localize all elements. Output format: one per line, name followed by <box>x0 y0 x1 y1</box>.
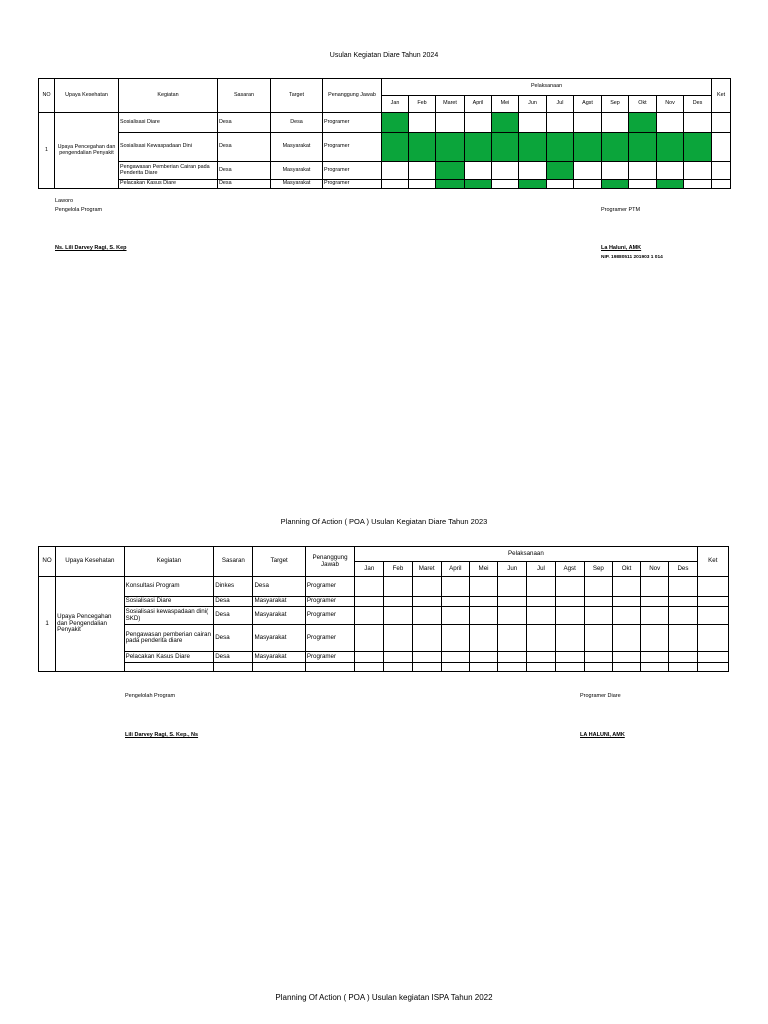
month-cell <box>574 180 602 189</box>
month-cell <box>492 180 519 189</box>
month-cell <box>527 607 555 625</box>
month-cell <box>555 607 584 625</box>
month-header: Feb <box>409 96 436 113</box>
month-cell <box>519 113 547 133</box>
month-cell <box>469 597 497 607</box>
table-row <box>39 625 729 652</box>
month-cell <box>469 607 497 625</box>
month-header: Jul <box>527 562 555 577</box>
doc1-title: Usulan Kegiatan Diare Tahun 2024 <box>329 52 439 59</box>
header-target: Target <box>271 79 323 113</box>
month-cell <box>384 652 412 663</box>
month-cell <box>436 113 465 133</box>
cell-kegiatan: Sosialisasi kewaspadaan dini( SKD) <box>124 607 214 625</box>
month-cell <box>436 162 465 180</box>
header-no: NO <box>39 547 56 577</box>
month-header: Okt <box>612 562 640 577</box>
sign-right-role: Programer Diare <box>580 693 621 699</box>
month-header: Feb <box>384 562 412 577</box>
header-ket: Ket <box>712 79 731 113</box>
month-header: Nov <box>657 96 684 113</box>
cell-sasaran: Desa <box>214 607 253 625</box>
row-group-no: 1 <box>39 577 56 672</box>
month-cell <box>436 180 465 189</box>
cell-target: Masyarakat <box>271 180 323 189</box>
cell-sasaran: Desa <box>218 113 271 133</box>
header-pelaksanaan: Pelaksanaan <box>382 79 712 96</box>
cell-ket <box>712 180 731 189</box>
header-penanggung-jawab: Penanggung Jawab <box>305 547 354 577</box>
month-cell <box>629 162 657 180</box>
month-cell <box>629 113 657 133</box>
month-cell <box>641 652 669 663</box>
month-cell <box>441 577 469 597</box>
row-group-no: 1 <box>39 113 55 189</box>
cell-target: Masyarakat <box>253 597 305 607</box>
month-header: Des <box>669 562 697 577</box>
month-header: Jul <box>547 96 574 113</box>
cell-kegiatan: Sosialisasi Diare <box>124 597 214 607</box>
cell-penanggung-jawab: Programer <box>305 652 354 663</box>
month-cell <box>409 133 436 162</box>
month-cell <box>547 133 574 162</box>
cell-target: Masyarakat <box>253 607 305 625</box>
header-upaya: Upaya Kesehatan <box>56 547 124 577</box>
cell-kegiatan: Pelacakan Kasus Diare <box>119 180 218 189</box>
month-cell <box>657 180 684 189</box>
month-cell <box>527 663 555 672</box>
sign-right-name: LA HALUNI, AMK <box>580 732 625 738</box>
month-cell <box>612 663 640 672</box>
table-row <box>39 597 729 607</box>
month-header: Agst <box>574 96 602 113</box>
month-cell <box>602 113 629 133</box>
table-row <box>39 133 731 162</box>
month-cell <box>519 162 547 180</box>
cell-penanggung-jawab: Programer <box>323 133 382 162</box>
cell-sasaran: Desa <box>214 597 253 607</box>
month-cell <box>527 652 555 663</box>
month-cell <box>384 663 412 672</box>
cell-penanggung-jawab: Programer <box>323 113 382 133</box>
month-cell <box>498 625 527 652</box>
month-cell <box>527 597 555 607</box>
header-kegiatan: Kegiatan <box>119 79 218 113</box>
month-header: Des <box>684 96 712 113</box>
cell-kegiatan: Sosialisasi Kewaspadaan Dini <box>119 133 218 162</box>
cell-ket <box>697 607 728 625</box>
table-row <box>39 180 731 189</box>
cell-sasaran: Desa <box>214 625 253 652</box>
cell-kegiatan: Sosialisasi Diare <box>119 113 218 133</box>
month-cell <box>684 133 712 162</box>
month-cell <box>574 113 602 133</box>
month-cell <box>441 597 469 607</box>
month-cell <box>382 162 409 180</box>
month-cell <box>469 577 497 597</box>
month-cell <box>492 162 519 180</box>
month-cell <box>412 663 441 672</box>
month-cell <box>584 607 612 625</box>
cell-ket <box>697 625 728 652</box>
month-header: Mei <box>469 562 497 577</box>
table-row <box>39 577 729 597</box>
doc2-title: Planning Of Action ( POA ) Usulan Kegiatan Diare Tahun 2023 <box>280 517 488 526</box>
sign-right-name: La Haluni, AMK <box>601 245 642 251</box>
month-cell <box>641 607 669 625</box>
month-cell <box>492 133 519 162</box>
month-cell <box>412 625 441 652</box>
month-cell <box>412 597 441 607</box>
sign-right-role: Programer PTM <box>601 207 641 213</box>
cell-ket <box>697 652 728 663</box>
header-penanggung-jawab: Penanggung Jawab <box>323 79 382 113</box>
month-cell <box>641 663 669 672</box>
table-row <box>39 607 729 625</box>
month-cell <box>669 577 697 597</box>
month-header: Jun <box>498 562 527 577</box>
month-header: Mei <box>492 96 519 113</box>
month-cell <box>629 180 657 189</box>
month-cell <box>669 663 697 672</box>
month-cell <box>527 577 555 597</box>
month-cell <box>436 133 465 162</box>
month-cell <box>465 133 492 162</box>
cell-target: Masyarakat <box>253 625 305 652</box>
month-cell <box>684 162 712 180</box>
month-cell <box>657 113 684 133</box>
header-kegiatan: Kegiatan <box>124 547 214 577</box>
cell-penanggung-jawab: Programer <box>305 577 354 597</box>
month-cell <box>629 133 657 162</box>
cell-target: Masyarakat <box>271 162 323 180</box>
cell-target: Masyarakat <box>253 652 305 663</box>
cell-target: Masyarakat <box>271 133 323 162</box>
month-cell <box>441 607 469 625</box>
header-no: NO <box>39 79 55 113</box>
month-header: Nov <box>641 562 669 577</box>
cell-penanggung-jawab: Programer <box>305 625 354 652</box>
month-cell <box>469 652 497 663</box>
month-cell <box>584 597 612 607</box>
month-cell <box>355 577 384 597</box>
month-header: Maret <box>436 96 465 113</box>
month-header: Maret <box>412 562 441 577</box>
month-cell <box>355 625 384 652</box>
sign-right-nip: NIP. 19880511 201903 1 014 <box>601 255 663 260</box>
month-cell <box>355 663 384 672</box>
month-cell <box>498 597 527 607</box>
month-cell <box>469 625 497 652</box>
row-group-upaya: Upaya Pencegahan dan pengendalian Penyakit <box>55 113 119 189</box>
month-cell <box>412 607 441 625</box>
header-upaya: Upaya Kesehatan <box>55 79 119 113</box>
cell-ket <box>712 133 731 162</box>
header-sasaran: Sasaran <box>218 79 271 113</box>
month-cell <box>469 663 497 672</box>
month-cell <box>382 133 409 162</box>
month-cell <box>382 113 409 133</box>
month-cell <box>527 625 555 652</box>
month-cell <box>441 652 469 663</box>
month-cell <box>547 180 574 189</box>
header-pelaksanaan: Pelaksanaan <box>355 547 697 562</box>
table-row <box>39 162 731 180</box>
table-row <box>39 663 729 672</box>
month-header: Agst <box>555 562 584 577</box>
month-header: Jan <box>382 96 409 113</box>
cell-ket <box>712 113 731 133</box>
month-cell <box>612 607 640 625</box>
month-cell <box>498 577 527 597</box>
month-cell <box>684 113 712 133</box>
month-cell <box>412 652 441 663</box>
month-header: Sep <box>584 562 612 577</box>
cell-sasaran: Desa <box>218 180 271 189</box>
month-cell <box>669 607 697 625</box>
month-cell <box>384 607 412 625</box>
month-cell <box>519 180 547 189</box>
month-cell <box>641 625 669 652</box>
poa-table-2024 <box>38 78 731 189</box>
month-cell <box>492 113 519 133</box>
sign-left-role: Pengelolah Program <box>125 693 176 699</box>
month-cell <box>657 133 684 162</box>
cell-kegiatan: Konsultasi Program <box>124 577 214 597</box>
month-cell <box>555 663 584 672</box>
month-cell <box>441 625 469 652</box>
row-group-upaya: Upaya Pencegahan dan Pengendalian Penyakit <box>56 577 124 672</box>
month-cell <box>355 607 384 625</box>
doc3-title: Planning Of Action ( POA ) Usulan kegiatan ISPA Tahun 2022 <box>275 993 493 1002</box>
cell-sasaran: Desa <box>218 133 271 162</box>
poa-table-2023 <box>38 546 729 672</box>
month-cell <box>547 113 574 133</box>
month-cell <box>612 625 640 652</box>
cell-sasaran: Desa <box>214 652 253 663</box>
month-cell <box>355 652 384 663</box>
month-cell <box>657 162 684 180</box>
month-cell <box>584 625 612 652</box>
month-cell <box>641 577 669 597</box>
month-header: April <box>441 562 469 577</box>
cell-penanggung-jawab: Programer <box>323 162 382 180</box>
header-ket: Ket <box>697 547 728 577</box>
month-header: Jun <box>519 96 547 113</box>
month-cell <box>384 577 412 597</box>
cell-kegiatan: Pengawasan pemberian cairan pada penderita diare <box>124 625 214 652</box>
month-cell <box>465 180 492 189</box>
cell-penanggung-jawab: Programer <box>323 180 382 189</box>
cell-ket <box>697 577 728 597</box>
cell-ket <box>697 663 728 672</box>
cell-kegiatan: Pelacakan Kasus Diare <box>124 652 214 663</box>
month-cell <box>684 180 712 189</box>
header-target: Target <box>253 547 305 577</box>
table-row <box>39 113 731 133</box>
month-cell <box>669 597 697 607</box>
month-cell <box>384 625 412 652</box>
month-cell <box>602 180 629 189</box>
month-header: Jan <box>355 562 384 577</box>
cell-sasaran: Desa <box>218 162 271 180</box>
month-cell <box>555 597 584 607</box>
month-cell <box>382 180 409 189</box>
cell-penanggung-jawab <box>305 663 354 672</box>
month-cell <box>669 652 697 663</box>
month-cell <box>498 663 527 672</box>
month-cell <box>612 597 640 607</box>
cell-kegiatan <box>124 663 214 672</box>
month-header: April <box>465 96 492 113</box>
month-cell <box>602 162 629 180</box>
sign-place: Laworo <box>55 198 74 204</box>
month-cell <box>441 663 469 672</box>
month-cell <box>612 577 640 597</box>
table-row <box>39 652 729 663</box>
month-cell <box>584 663 612 672</box>
cell-penanggung-jawab: Programer <box>305 607 354 625</box>
month-cell <box>584 577 612 597</box>
month-cell <box>669 625 697 652</box>
cell-penanggung-jawab: Programer <box>305 597 354 607</box>
header-sasaran: Sasaran <box>214 547 253 577</box>
month-cell <box>412 577 441 597</box>
month-cell <box>465 113 492 133</box>
month-cell <box>498 607 527 625</box>
month-cell <box>555 652 584 663</box>
month-cell <box>574 162 602 180</box>
month-cell <box>409 162 436 180</box>
month-header: Sep <box>602 96 629 113</box>
month-cell <box>355 597 384 607</box>
cell-sasaran: Dinkes <box>214 577 253 597</box>
month-cell <box>641 597 669 607</box>
month-cell <box>602 133 629 162</box>
month-header: Okt <box>629 96 657 113</box>
month-cell <box>519 133 547 162</box>
cell-target: Desa <box>271 113 323 133</box>
month-cell <box>384 597 412 607</box>
cell-target: Desa <box>253 577 305 597</box>
month-cell <box>574 133 602 162</box>
sign-left-name: Lili Darvey Ragi, S. Kep., Ns <box>125 732 199 738</box>
cell-kegiatan: Pengawasan Pemberian Cairan pada Penderita Diare <box>119 162 218 180</box>
cell-ket <box>697 597 728 607</box>
month-cell <box>409 180 436 189</box>
month-cell <box>498 652 527 663</box>
sign-left-name: Ns. Lili Darvey Ragi, S. Kep <box>55 245 127 251</box>
cell-ket <box>712 162 731 180</box>
cell-target <box>253 663 305 672</box>
month-cell <box>409 113 436 133</box>
month-cell <box>612 652 640 663</box>
sign-left-role: Pengelola Program <box>55 207 103 213</box>
month-cell <box>465 162 492 180</box>
cell-sasaran <box>214 663 253 672</box>
month-cell <box>555 625 584 652</box>
month-cell <box>584 652 612 663</box>
month-cell <box>555 577 584 597</box>
month-cell <box>547 162 574 180</box>
